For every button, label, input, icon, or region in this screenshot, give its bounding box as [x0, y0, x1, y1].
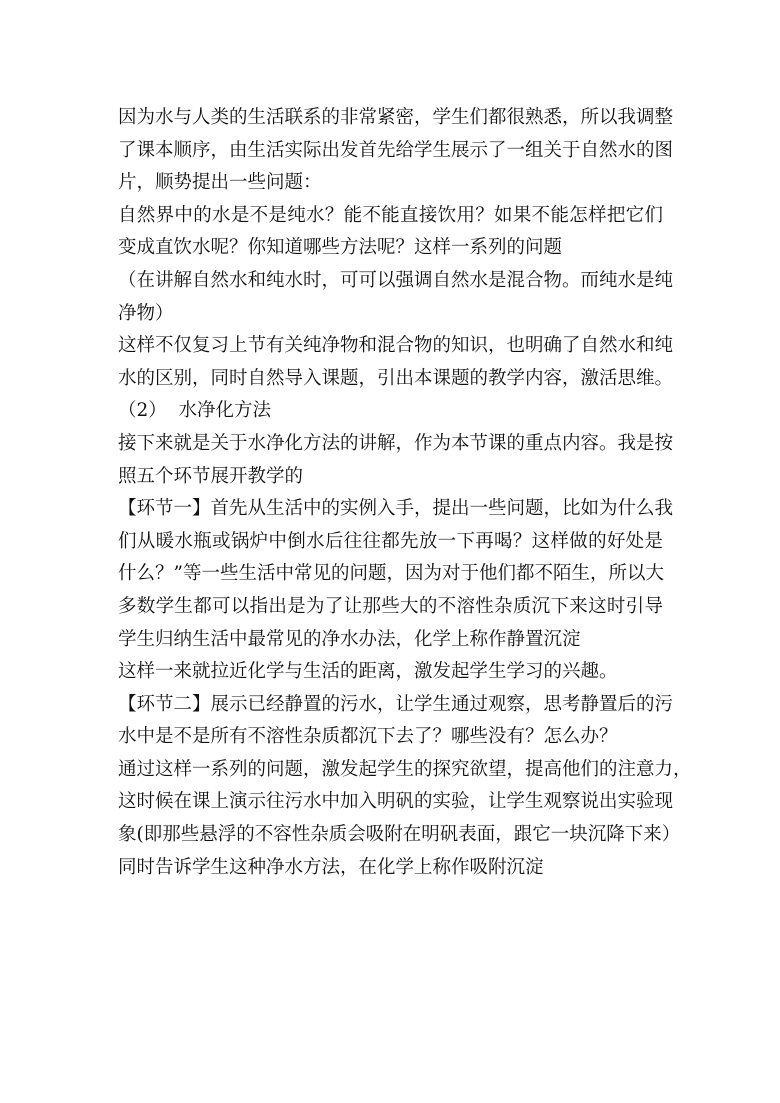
text-line: 通过这样一系列的问题，激发起学生的探究欲望，提高他们的注意力，: [118, 758, 692, 780]
text-line: 这样一来就拉近化学与生活的距离，激发起学生学习的兴趣。: [118, 661, 618, 683]
text-line: 们从暖水瓶或锅炉中倒水后往往都先放一下再喝？这样做的好处是: [118, 530, 663, 552]
text-line: 【环节一】首先从生活中的实例入手，提出一些问题，比如为什么我: [118, 498, 674, 520]
text-line: 片，顺势提出一些问题：: [118, 172, 322, 194]
text-line: 自然界中的水是不是纯水？能不能直接饮用？如果不能怎样把它们: [118, 204, 663, 226]
section-heading: （2） 水净化方法: [118, 400, 272, 422]
text-line: 水中是不是所有不溶性杂质都沉下去了？哪些没有？怎么办？: [118, 726, 618, 748]
text-line: 什么？”等一些生活中常见的问题，因为对于他们都不陌生，所以大: [118, 563, 664, 585]
text-line: 了课本顺序，由生活实际出发首先给学生展示了一组关于自然水的图: [118, 139, 674, 161]
text-line: （在讲解自然水和纯水时，可可以强调自然水是混合物。而纯水是纯: [118, 269, 674, 291]
text-line: 水的区别，同时自然导入课题，引出本课题的教学内容，激活思维。: [118, 367, 674, 389]
text-line: 照五个环节展开教学的: [118, 465, 304, 487]
text-line: 【环节二】展示已经静置的污水，让学生通过观察，思考静置后的污: [118, 693, 674, 715]
text-line: 净物）: [118, 302, 174, 324]
text-line: 这样不仅复习上节有关纯净物和混合物的知识，也明确了自然水和纯: [118, 335, 674, 357]
text-line: 因为水与人类的生活联系的非常紧密，学生们都很熟悉，所以我调整: [118, 107, 674, 128]
text-line: 多数学生都可以指出是为了让那些大的不溶性杂质沉下来这时引导: [118, 595, 663, 617]
text-line: 同时告诉学生这种净水方法，在化学上称作吸附沉淀: [118, 856, 544, 878]
text-line: 这时候在课上演示往污水中加入明矾的实验，让学生观察说出实验现: [118, 791, 674, 813]
text-line: 学生归纳生活中最常见的净水办法，化学上称作静置沉淀: [118, 628, 581, 650]
document-body: [118, 102, 692, 884]
text-line: 变成直饮水呢？你知道哪些方法呢？这样一系列的问题: [118, 237, 563, 259]
text-line: 接下来就是关于水净化方法的讲解，作为本节课的重点内容。我是按: [118, 432, 674, 454]
text-line: 象(即那些悬浮的不容性杂质会吸附在明矾表面，跟它一块沉降下来）: [118, 824, 681, 846]
